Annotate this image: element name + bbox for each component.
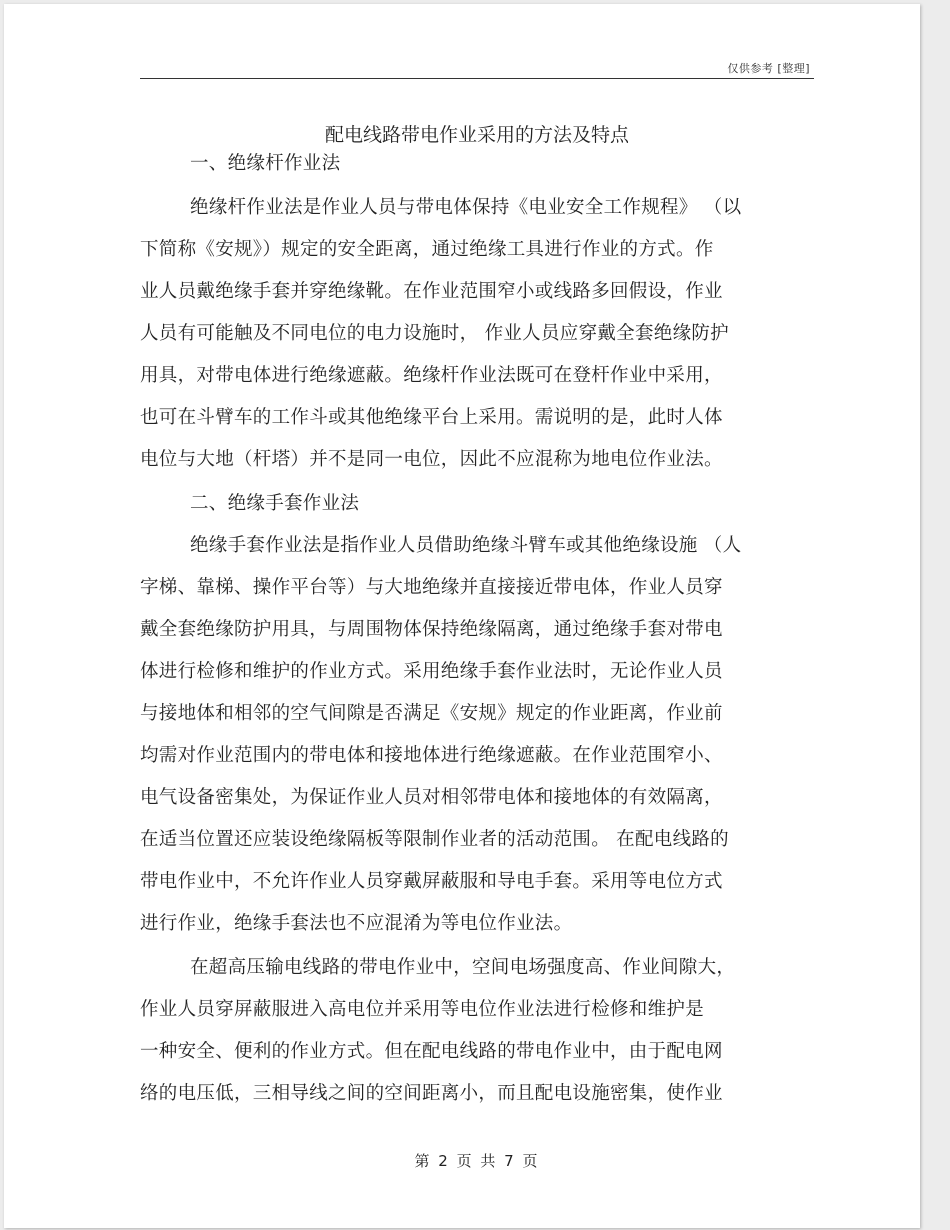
document-page — [4, 4, 920, 1228]
body-line: 电气设备密集处，为保证作业人员对相邻带电体和接地体的有效隔离， — [140, 787, 723, 808]
body-line: 络的电压低，三相导线之间的空间距离小，而且配电设施密集，使作业 — [140, 1083, 723, 1104]
body-line: 在超高压输电线路的带电作业中，空间电场强度高、作业间隙大， — [190, 957, 736, 978]
body-line: 均需对作业范围内的带电体和接地体进行绝缘遮蔽。在作业范围窄小、 — [140, 745, 723, 766]
body-line: 体进行检修和维护的作业方式。采用绝缘手套作业法时，无论作业人员 — [140, 661, 723, 682]
body-line: 也可在斗臂车的工作斗或其他绝缘平台上采用。需说明的是，此时人体 — [140, 407, 723, 428]
body-line: 下简称《安规》）规定的安全距离，通过绝缘工具进行作业的方式。作 — [140, 239, 714, 260]
body-line: 业人员戴绝缘手套并穿绝缘靴。在作业范围窄小或线路多回假设，作业 — [140, 281, 723, 302]
body-line: 进行作业，绝缘手套法也不应混淆为等电位作业法。 — [140, 913, 573, 934]
page-footer: 第 2 页 共 7 页 — [414, 1152, 540, 1170]
body-line: 与接地体和相邻的空气间隙是否满足《安规》规定的作业距离，作业前 — [140, 703, 723, 724]
header-note: 仅供参考 [整理] — [727, 62, 810, 75]
body-line: 绝缘手套作业法是指作业人员借助绝缘斗臂车或其他绝缘设施 （人 — [190, 535, 742, 556]
body-line: 一种安全、便利的作业方式。但在配电线路的带电作业中，由于配电网 — [140, 1041, 723, 1062]
body-line: 人员有可能触及不同电位的电力设施时， 作业人员应穿戴全套绝缘防护 — [140, 323, 729, 344]
header-divider — [140, 78, 814, 79]
body-line: 作业人员穿屏蔽服进入高电位并采用等电位作业法进行检修和维护是 — [140, 999, 705, 1020]
body-line: 绝缘杆作业法是作业人员与带电体保持《电业安全工作规程》 （以 — [190, 197, 742, 218]
body-line: 一、绝缘杆作业法 — [190, 153, 341, 174]
body-line: 二、绝缘手套作业法 — [190, 493, 360, 514]
body-line: 用具，对带电体进行绝缘遮蔽。绝缘杆作业法既可在登杆作业中采用， — [140, 365, 723, 386]
body-line: 电位与大地（杆塔）并不是同一电位，因此不应混称为地电位作业法。 — [140, 449, 723, 470]
document-title: 配电线路带电作业采用的方法及特点 — [324, 124, 629, 146]
body-line: 在适当位置还应装设绝缘隔板等限制作业者的活动范围。 在配电线路的 — [140, 829, 729, 850]
body-line: 字梯、靠梯、操作平台等）与大地绝缘并直接接近带电体，作业人员穿 — [140, 577, 723, 598]
body-line: 带电作业中，不允许作业人员穿戴屏蔽服和导电手套。采用等电位方式 — [140, 871, 723, 892]
body-line: 戴全套绝缘防护用具，与周围物体保持绝缘隔离，通过绝缘手套对带电 — [140, 619, 723, 640]
